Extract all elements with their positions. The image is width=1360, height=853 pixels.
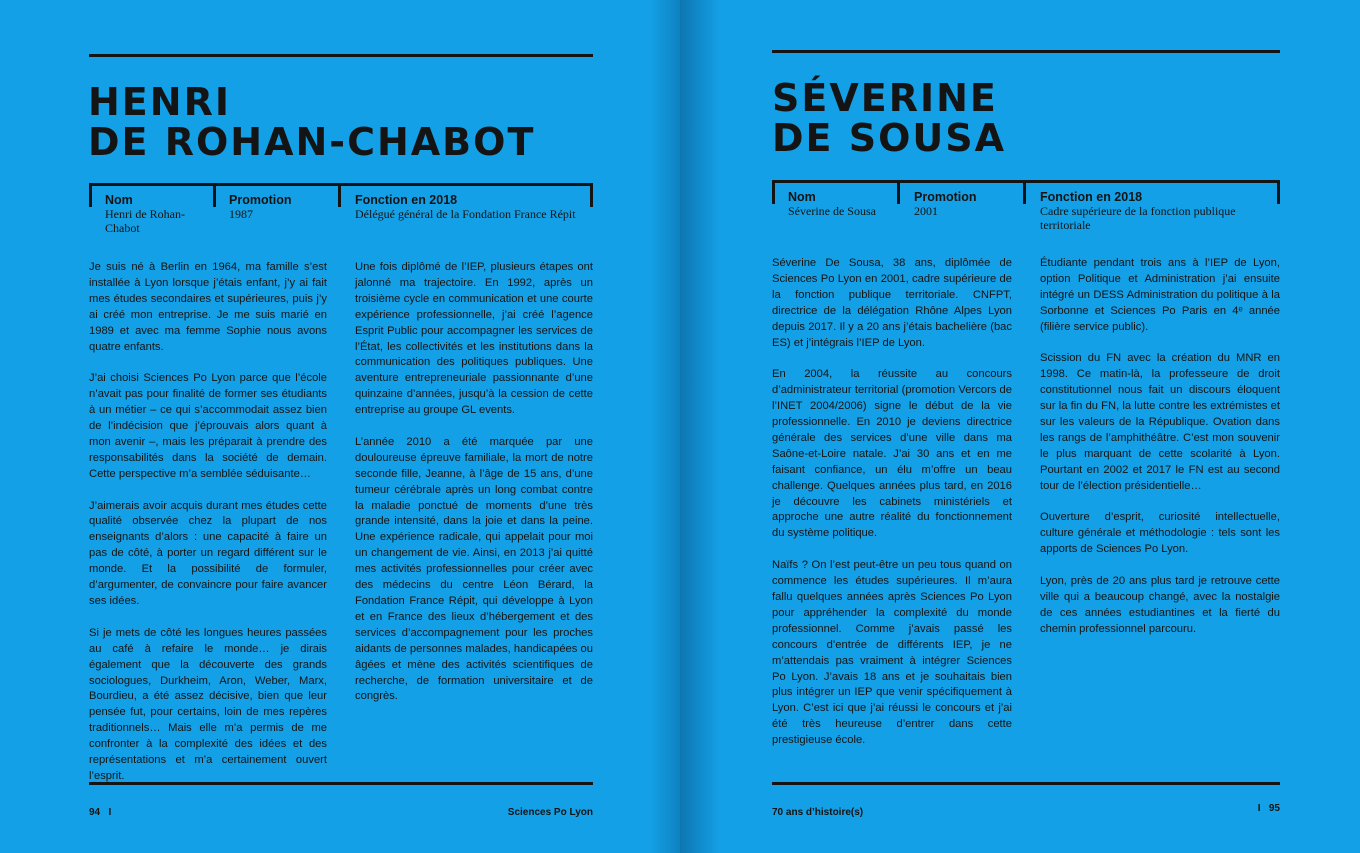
page-title [772,78,1006,158]
text-column-2 [1040,256,1280,654]
text-column-1 [89,260,327,801]
title-line-1: HENRI [88,80,231,124]
info-promotion [914,190,1014,218]
paragraph: L’année 2010 a été marquée par une douloureuse épreuve familiale, la mort de notre seconde fille, Jeanne, à l’âge de 15 ans, d’une tumeur cérébrale après un long combat contre la maladie ponctué de moments d’une très grande intensité, dans la joie et dans la peine. Une expérience radicale, qui appelait pour moi un changement de vie. Ainsi, en 2013 j’ai quitté mes activités professionnelles pour créer avec des médecins du centre Léon Bérard, la Fondation France Répit, qui développe à Lyon et en France des lieux d’hébergement et des services d’accompagnement pour les proches aidants de personnes malades, handicapées ou âgées et mène des activités scientifiques de recherche, de formation universitaire et de congrès. [355,435,593,703]
title-line-1: SÉVERINE [772,76,998,120]
right-page [680,0,1360,853]
info-promotion [229,193,329,221]
paragraph: J’ai choisi Sciences Po Lyon parce que l’école n’avait pas pour finalité de former ses étudiants à un métier – ce qui s’accommodait assez bien de l’indécision que j’éprouvais alors quant à mon avenir –, mais les préparait à prendre des responsabilités dans la société de demain. Cette perspective m’a semblée séduisante… [89,372,327,480]
paragraph: Naïfs ? On l’est peut-être un peu tous quand on commence les études supérieures. Il m’aura fallu quelques années après Sciences Po Lyon pour appréhender la complexité du monde professionnel. Comme j’avais passé les concours d’entrée de différents IEP, je ne m’attendais pas vraiment à intégrer Sciences Po Lyon. J’avais 18 ans et je souhaitais bien plus intégrer un IEP que venir spécifiquement à Lyon. C’est ici que j’ai réussi le concours et j’ai été très heureuse d’entrer dans cette prestigieuse école. [772,559,1012,747]
info-nom [788,190,892,218]
title-line-2: DE SOUSA [772,116,1007,160]
page-number: I 95 [1257,803,1280,814]
info-fonction [355,193,583,221]
paragraph: Si je mets de côté les longues heures passées au café à refaire le monde… je dirais également que la découverte des grands sociologues, Durkheim, Aron, Weber, Marx, Bourdieu, a été assez décisive, bien que leur pensée fut, pour certains, loin de mes repères traditionnels… Mais elle m’a permis de me confronter à la complexité des idées et des représentations et m’a certainement ouvert l’esprit. [89,626,327,782]
promotion-label: Promotion [229,193,292,207]
promotion-label: Promotion [914,190,977,204]
nom-value: Séverine de Sousa [788,204,876,218]
paragraph: Séverine De Sousa, 38 ans, diplômée de Sciences Po Lyon en 2001, cadre supérieure de la fonction publique territoriale. CNFPT, directrice de la délégation Rhône Alpes Lyon depuis 2017. Il y a 20 ans j’étais bachelière (bac ES) et j’intégrais l’IEP de Lyon. [772,257,1012,349]
fonction-value: Cadre supérieure de la fonction publique territoriale [1040,204,1236,232]
top-rule [772,50,1280,53]
paragraph: Je suis né à Berlin en 1964, ma famille s’est installée à Lyon lorsque j’étais enfant, j’y ai fait mes études secondaires et supérieures, puis j’y ai créé mon entreprise. Je me suis marié en 1989 et avec ma femme Sophie nous avons quatre enfants. [89,261,327,353]
page-number: 94 I [89,807,112,818]
paragraph: En 2004, la réussite au concours d’administrateur territorial (promotion Vercors de l’INET 2004/2006) signe le début de la vie professionnelle. En 2010 je deviens directrice générale des services d’une ville dans ma Saône-et-Loire natale. J’ai 30 ans et en me faisant confiance, un élu m’offre un beau challenge. Quelques années plus tard, en 2016 je découvre les cabinets ministériels et approche une autre réalité du fonctionnement du système politique. [772,368,1012,540]
paragraph: J’aimerais avoir acquis durant mes études cette qualité observée chez la plupart de nos enseignants d’alors : une capacité à faire un pas de côté, à porter un regard différent sur le monde. Et la possibilité de formuler, d’argumenter, de convaincre pour faire avancer ses idées. [89,499,327,607]
paragraph: Lyon, près de 20 ans plus tard je retrouve cette ville qui a beaucoup changé, avec la nostalgie de ces années estudiantines et la fierté du chemin professionnel parcouru. [1040,575,1280,635]
info-nom [105,193,205,235]
running-footer: Sciences Po Lyon [507,807,593,818]
text-column-1 [772,256,1012,765]
text-column-2 [355,260,593,721]
fonction-label: Fonction en 2018 [355,193,458,207]
info-box [772,180,1280,232]
paragraph: Scission du FN avec la création du MNR en 1998. Ce matin-là, la professeure de droit constitutionnel nous fait un discours éloquent sur la fin du FN, la lutte contre les extrémistes et sur les valeurs de la République. Ovation dans les rangs de l’amphithéâtre. C’est mon souvenir le plus marquant de cette scolarité à Lyon. Pourtant en 2002 et 2017 le FN est au second tour de l’élection présidentielle… [1040,352,1280,492]
nom-label: Nom [105,193,133,207]
fonction-value: Délégué général de la Fondation France Répit [355,207,576,221]
bottom-rule [89,782,593,785]
top-rule [89,54,593,57]
nom-label: Nom [788,190,816,204]
promotion-value: 1987 [229,207,253,221]
fonction-label: Fonction en 2018 [1040,190,1143,204]
paragraph: Étudiante pendant trois ans à l’IEP de Lyon, option Politique et Administration j’ai ensuite intégré un DESS Administration du politique à la Sorbonne et Sciences Po Paris en 4ᵉ année (filière service public). [1040,257,1280,333]
nom-value: Henri de Rohan-Chabot [105,207,185,235]
running-footer: 70 ans d’histoire(s) [772,807,864,818]
page-title [88,82,535,162]
bottom-rule [772,782,1280,785]
info-fonction [1040,190,1272,232]
promotion-value: 2001 [914,204,938,218]
paragraph: Une fois diplômé de l’IEP, plusieurs étapes ont jalonné ma trajectoire. En 1992, après un troisième cycle en communication et une courte expérience professionnelle, j’ai créé l’agence Esprit Public pour accompagner les services de l’État, les collectivités et les institutions dans la communication des politiques publiques. Une aventure entrepreneuriale passionnante d’une quinzaine d’années, jusqu’à la cession de cette entreprise au groupe GL events. [355,261,593,417]
paragraph: Ouverture d’esprit, curiosité intellectuelle, culture générale et méthodologie : tels sont les apports de Sciences Po Lyon. [1040,511,1280,556]
title-line-2: DE ROHAN-CHABOT [88,120,536,164]
info-box [89,183,593,235]
